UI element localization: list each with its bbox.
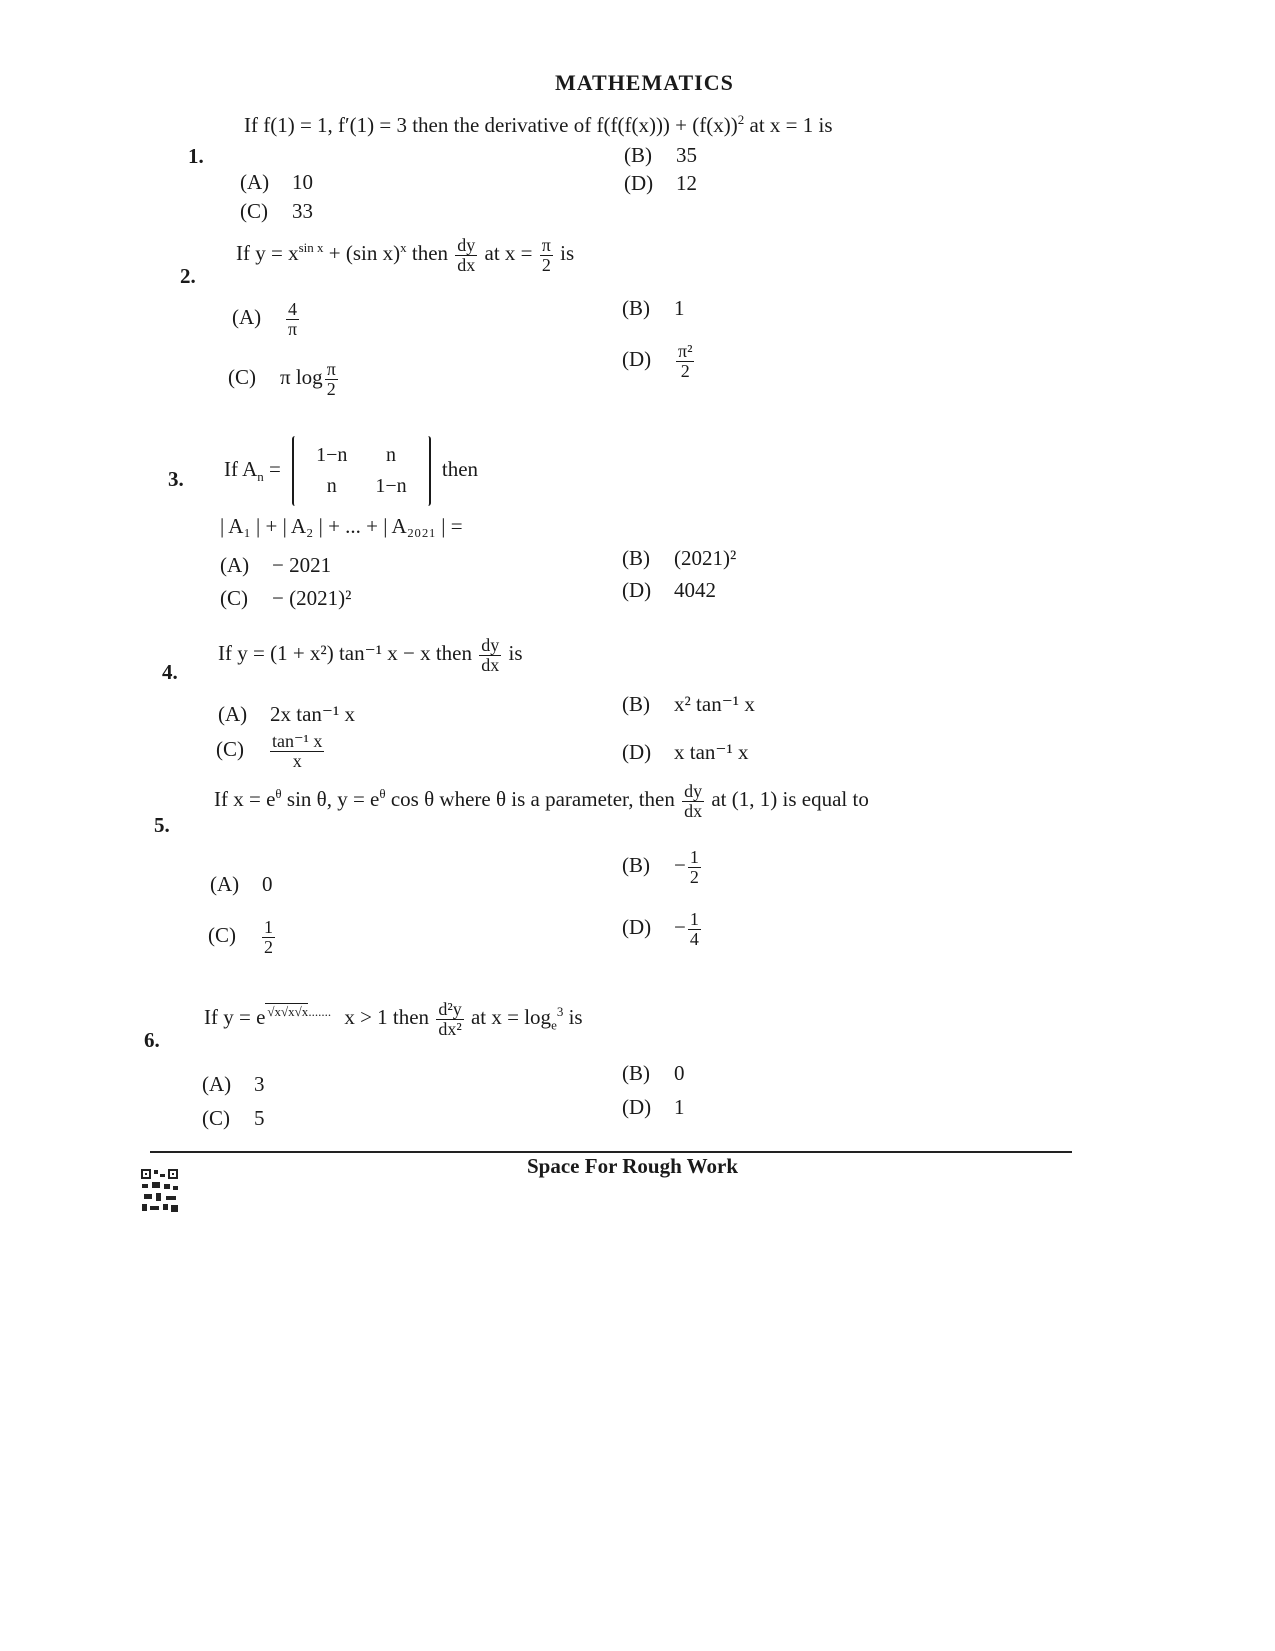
option-d[interactable]: (D) 4042 <box>622 578 716 602</box>
question-number: 5. <box>154 813 170 837</box>
option-b[interactable]: (B) 1 <box>622 296 685 320</box>
option-d[interactable]: (D) x tan⁻¹ x <box>622 740 749 764</box>
option-b[interactable]: (B) 35 <box>624 143 697 167</box>
question-text: If f(1) = 1, f′(1) = 3 then the derivative of $f(f(f(x))) + (f(x))^2$ at x = 1 is <box>244 112 833 137</box>
option-a[interactable]: (A) − 2021 <box>220 553 332 577</box>
question-text-line2: | A₁ | + | A₂ | + ... + | A₂₀₂₁ | = <box>220 514 463 538</box>
footer-label: Space For Rough Work <box>527 1154 739 1178</box>
question-number: 2. <box>180 264 196 288</box>
option-a[interactable]: (A) 3 <box>202 1072 265 1096</box>
option-b[interactable]: (B) (2021)² <box>622 546 737 570</box>
question-number: 3. <box>168 467 184 491</box>
question-text: If $x = e^\theta$ sin θ, $y = e^\theta$ cos θ where θ is a parameter, then $\frac{dy}{dx}$ at (1, 1) is equal to <box>214 781 869 821</box>
option-c[interactable]: (C) 33 <box>240 199 313 223</box>
question-text: If $A_n$ = 1−n n n 1−n then <box>224 436 478 506</box>
option-a[interactable]: (A) 10 <box>240 170 313 194</box>
option-c[interactable]: (C) $\frac{\text{tan⁻¹ x}}{x}$ <box>216 731 323 771</box>
question-number: 1. <box>188 144 204 168</box>
question-text: If y = (1 + x²) tan⁻¹ x − x then $\frac{dy}{dx}$ is <box>218 635 523 675</box>
question-number: 4. <box>162 660 178 684</box>
question-number: 6. <box>144 1028 160 1052</box>
option-c[interactable]: (C) $\frac{1}{2}$ <box>208 917 273 957</box>
divider <box>150 1151 1072 1153</box>
question-text: If y = e $^{√x√x√x.......}$ x > 1 then $\frac{\text{d²y}}{\text{dx²}}$ at $x = \log_e^3$ is <box>204 999 583 1039</box>
option-d[interactable]: (D) − $\frac{1}{4}$ <box>622 909 699 949</box>
option-a[interactable]: (A) $\frac{4}{\pi}$ <box>232 299 298 339</box>
question-text: If $y = x^{sin x} + (\sin$ x)$^x$ then $\frac{dy}{dx}$ at x = $\frac{\pi}{2}$ is <box>236 235 575 275</box>
option-b[interactable]: (B) − $\frac{1}{2}$ <box>622 847 699 887</box>
option-c[interactable]: (C) − (2021)² <box>220 586 352 610</box>
qr-code-icon <box>140 1168 180 1214</box>
option-a[interactable]: (A) 2x tan⁻¹ x <box>218 702 356 726</box>
option-b[interactable]: (B) x² tan⁻¹ x <box>622 692 755 716</box>
option-d[interactable]: (D) $\frac{\text{π²}}{2}$ <box>622 341 693 381</box>
option-c[interactable]: (C) π log $\frac{\pi}{2}$ <box>228 359 336 399</box>
page-title: MATHEMATICS <box>555 70 734 95</box>
option-c[interactable]: (C) 5 <box>202 1106 265 1130</box>
matrix: 1−n n n 1−n <box>292 436 431 506</box>
option-a[interactable]: (A) 0 <box>210 872 273 896</box>
option-d[interactable]: (D) 1 <box>622 1095 685 1119</box>
option-d[interactable]: (D) 12 <box>624 171 697 195</box>
option-b[interactable]: (B) 0 <box>622 1061 685 1085</box>
